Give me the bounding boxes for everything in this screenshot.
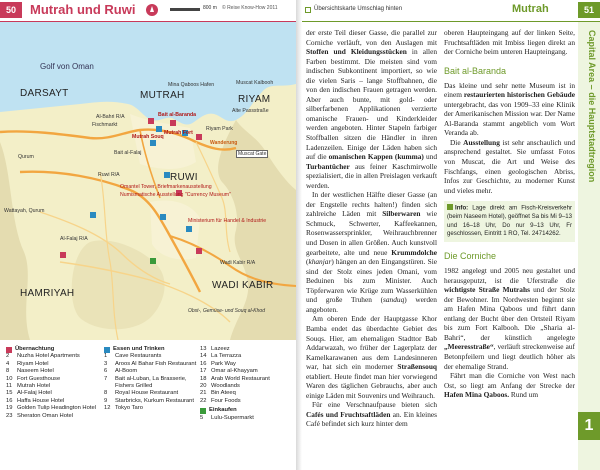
legend-text: Fort Guesthouse [17, 375, 61, 382]
info-box: Info: Lage direkt am Fisch-Kreisverkehr (beim Naseem Hotel), geöffnet Sa bis Mi 9–13 und 16–18 Uhr, Do nur 9–13 Uhr, Fr geschlossen, Eintritt 1 RO, Tel. 24714262. [444, 201, 575, 242]
left-page [0, 0, 296, 470]
legend-item-eat [200, 383, 270, 390]
legend-shop-heading: Einkaufen [209, 407, 237, 414]
stay-color-swatch [6, 347, 12, 353]
label-ruwi: RUWI [170, 172, 198, 183]
hill-area [72, 240, 165, 329]
legend-text: Four Foods [211, 397, 241, 404]
legend-text: La Terrazza [211, 353, 242, 360]
chapter-thumb-text: Capital Area – die Hauptstadtregion [587, 30, 597, 183]
legend-item-eat [104, 353, 196, 360]
paragraph: der erste Teil dieser Gasse, die parallel zur Corniche verläuft, von den Auslagen mit Stoffen und Kleidungsstücken in allen Farben bestimmt. Die meisten sind vom indischen Subkontinent importiert, so wie die vielen Saris – lange Stoffbahnen, die von den indischen Frauen getragen werden. Aber auch bunte, mit gold- oder silberfarbenen Applikationen verzierte omanische Frauen- und Kinderkleider werden angeboten. Hinter Stapeln farbiger Stoffballen sitzen die Händler in ihren Ladenzeilen. Einige der Läden haben sich auf die omanischen Kappen (kumma) und Turbantücher aus feiner Kaschmirwolle spezialisiert, die in allen Preislagen verkauft werden. [306, 28, 437, 190]
legend-number: 22 [200, 397, 207, 404]
legend-item-eat [104, 383, 196, 390]
legend-item-eat [200, 346, 270, 353]
scale-bar [170, 8, 200, 11]
legend-number: 23 [6, 412, 13, 419]
legend-number: 20 [200, 383, 207, 390]
paragraph: Am oberen Ende der Hauptgasse Khor Bamba endet das überdachte Gebiet des Souqs. Hier, am ehemaligen Stadttor Bab Addarwazah, wo früher der Lagerplatz der Kamelkarawanen aus dem Landesinneren war, hat sich ein moderner Straßensouq etabliert. Heute findet man hier vorwiegend Waren des täglichen Gebrauchs, aber auch einige Läden mit Souvenirs und Weihrauch. [306, 314, 437, 400]
legend-number: 4 [6, 360, 10, 367]
legend-item-eat [200, 361, 270, 368]
legend-item-stay [6, 405, 96, 412]
legend-number: 10 [6, 375, 13, 382]
legend-text: Mutrah Hotel [17, 383, 51, 390]
legend-text: Bin Ateeq [211, 390, 236, 397]
map-title: Mutrah und Ruwi [30, 2, 136, 17]
checkbox-icon [305, 7, 311, 13]
legend-number: 7 [104, 375, 108, 382]
label-muscat-kalbooh: Muscat Kalbooh [236, 80, 274, 86]
legend-text: Omar al-Khayyam [211, 368, 258, 375]
section-title: Mutrah [512, 3, 549, 15]
legend-eat [104, 346, 196, 413]
label-numismatic: Numismatische Ausstellung "Currency Museum" [120, 192, 231, 198]
paragraph: Die Ausstellung ist sehr anschaulich und ansprechend gestaltet. Sie umfasst Fotos von Muscat, die Art und Weise des Fischfangs, einen geologischen Abriss, Infos zur Geschichte, zu moderner Kunst und vieles mehr. [444, 137, 575, 195]
label-mina-qaboos: Mina Qaboos Hafen [168, 82, 215, 88]
legend-text: Lulu-Supermarkt [211, 414, 254, 421]
legend-text: Lazeez [211, 346, 230, 352]
label-wadi-kabir: WADI KABIR [212, 280, 274, 291]
legend-item-stay [6, 390, 96, 397]
legend-number: 16 [200, 360, 207, 367]
legend-number: 3 [104, 360, 108, 367]
legend-item-shop [200, 415, 270, 422]
label-mutrah-souq: Mutrah Souq [132, 134, 164, 140]
label-darsayt: DARSAYT [20, 88, 69, 99]
legend-item-eat [104, 361, 196, 368]
label-riyam-park: Riyam Park [206, 126, 233, 132]
legend-number: 8 [6, 368, 10, 375]
legend-text: Aroos Al Bahar Fish Restaurant [115, 360, 197, 367]
legend-number: 13 [200, 346, 207, 352]
label-mutrah-fort: Mutrah Fort [164, 130, 193, 136]
legend-text: Royal House Restaurant [115, 390, 179, 397]
legend-number: 6 [104, 368, 108, 375]
legend-number: 19 [6, 405, 13, 412]
legend-text: Fishers Grilled [115, 383, 153, 390]
paragraph: 1982 angelegt und 2005 neu gestaltet und herausgeputzt, ist die Uferstraße die wichtigste Straße Mutrahs und der Stolz der Bewohner. Im Nordwesten beginnt sie am Hafen Mina Qaboos und führt dann entlang der Bucht über den Ortsteil Riyam bis zum Fort Kalbooh. Die „Sharia al-Bahri“, der künstlich angelegte „Meeresstraße“, verläuft streckenweise auf Betonpfeilern und liegt deutlich höher als der ehemalige Strand. [444, 266, 575, 371]
legend-stay [6, 346, 96, 420]
legend-number: 14 [200, 353, 207, 360]
legend-item-eat [200, 398, 270, 405]
left-page-number: 50 [0, 2, 22, 18]
legend-item-eat [200, 390, 270, 397]
label-hamriyah: HAMRIYAH [20, 288, 75, 299]
legend-text: Naseem Hotel [17, 368, 54, 375]
right-page-header [302, 0, 600, 22]
heading-bait-al-baranda: Bait al-Baranda [444, 65, 507, 76]
map-legend [0, 340, 296, 470]
legend-text: Al-Falaj Hotel [17, 390, 52, 397]
heading-corniche: Die Corniche [444, 251, 497, 262]
legend-text: Nuzha Hotel Apartments [17, 353, 80, 360]
legend-text: Sheraton Oman Hotel [17, 412, 74, 419]
paragraph: Das kleine und sehr nette Museum ist in einem restaurierten historischen Gebäude untergebracht, das von 1909–33 eine Klinik der Amerikanischen Mission war. Der Name Al-Baranda stammt angeblich vom Wort Veranda ab. [444, 80, 576, 138]
legend-item-eat [104, 376, 196, 383]
legend-number: 5 [200, 414, 204, 421]
legend-number: 2 [6, 353, 10, 360]
paragraph: In der westlichen Hälfte dieser Gasse (an der Engstelle rechts halten!) finden sich zahlreiche Läden mit Silberwaren wie Schmuck, Schwerter, Kaffeekannen, Rosenwassersprinkler, Weihrauchbrenner und Dosen in allen Größen. Auch kunstvoll gearbeitete, alte und neue Krummdolche (khanjar) hängen an den Eingangstüren. Sie sind der Stolz eines jeden Omani, vom Beduinen bis zum Minister. Auch Töpferwaren wie Krüge zum Wasserkühlen und große Truhen (sanduq) werden angeboten. [306, 190, 437, 314]
legend-item-eat [104, 398, 196, 405]
label-wadi-kabir-ra: Wadi Kabir R/A [220, 260, 256, 266]
label-ruwi-ra: Ruwi R/A [98, 172, 120, 178]
legend-item-eat [104, 390, 196, 397]
label-fischmarkt: Fischmarkt [92, 122, 118, 128]
label-qurum: Qurum [18, 154, 34, 160]
label-bait-al-baranda: Bait al-Baranda [158, 112, 197, 118]
legend-item-stay [6, 413, 96, 420]
legend-item-stay [6, 368, 96, 375]
label-al-bahri: Al-Bahri R/A [96, 114, 125, 120]
legend-eat-heading: Essen und Trinken [113, 346, 165, 352]
legend-text: Bait al-Luban, La Brasserie, [115, 375, 187, 382]
legend-text: Al-Boom [115, 368, 138, 375]
paragraph: Fährt man die Corniche von West nach Ost, so liegt am Anfang der Strecke der Hafen Mina Qaboos. Rund um [444, 371, 575, 400]
legend-item-stay [6, 398, 96, 405]
label-riyam: RIYAM [238, 94, 271, 105]
label-wattayah: Wattayah, Qurum [4, 208, 45, 214]
ruwi-built-area [150, 201, 200, 260]
paragraph: Für eine Verschnaufpause bieten sich Cafés und Fruchtsaftläden an. Ein kleines Café befindet sich kurz hinter dem [306, 400, 437, 429]
chapter-number: 1 [578, 412, 600, 440]
legend-item-eat [104, 368, 196, 375]
label-gulf: Golf von Oman [40, 62, 94, 71]
legend-item-eat [200, 353, 270, 360]
legend-number: 11 [6, 383, 13, 390]
legend-text: Cave Restaurants [115, 353, 162, 360]
legend-text: Tokyo Taro [115, 405, 143, 412]
legend-text: Park Way [211, 360, 236, 367]
legend-number: 18 [200, 375, 207, 382]
label-ministry: Ministerium für Handel & Industrie [188, 218, 267, 224]
legend-number: 16 [6, 397, 13, 404]
legend-item-eat [200, 376, 270, 383]
label-wandering: Wanderung [210, 140, 238, 146]
north-arrow-icon [146, 4, 158, 16]
label-obst: Obst-, Gemüse- und Souq al-Khod [188, 308, 265, 314]
legend-number: 15 [6, 390, 13, 397]
info-icon [447, 204, 453, 210]
legend-number: 9 [104, 397, 108, 404]
legend-text: Arab World Restaurant [211, 375, 270, 382]
legend-number [104, 383, 115, 390]
legend-item-stay [6, 353, 96, 360]
legend-text: Riyam Hotel [17, 360, 49, 367]
map-copyright: © Reise Know-How 2011 [222, 5, 278, 11]
overview-map-reference: Übersichtskarte Umschlag hinten [314, 6, 403, 12]
legend-item-eat [200, 368, 270, 375]
text-column-1 [306, 28, 437, 429]
label-bait-al-falaj: Bait al-Falaj [114, 150, 142, 156]
legend-text: Starbricks, Kurkum Restaurant [115, 397, 194, 404]
legend-number: 21 [200, 390, 207, 397]
label-mutrah: MUTRAH [140, 90, 185, 101]
city-map [0, 22, 296, 340]
eat-color-swatch [104, 347, 110, 353]
label-alte-passstrasse: Alte Passstraße [232, 108, 269, 114]
legend-item-stay [6, 361, 96, 368]
label-al-falaj-ra: Al-Falaj R/A [60, 236, 88, 242]
label-omantel-tower: Omantel Tower, Briefmarkenausstellung [120, 184, 212, 190]
legend-text: Woodlands [211, 383, 240, 390]
legend-item-stay [6, 376, 96, 383]
right-page [302, 0, 600, 470]
legend-stay-heading: Übernachtung [15, 346, 55, 352]
text-column-2 [444, 28, 575, 400]
legend-text: Golden Tulip Headington Hotel [17, 405, 96, 412]
label-muscat-gate: Muscat Gate [238, 151, 267, 157]
legend-eat-continued [200, 346, 270, 422]
legend-number: 17 [200, 368, 207, 375]
legend-number: 12 [104, 405, 111, 412]
paragraph: oberen Haupteingang auf der linken Seite, Fruchtsaftläden mit Imbiss liegen direkt an der Corniche beim unteren Haupteingang. [444, 28, 575, 57]
scale-label: 800 m [203, 5, 217, 11]
legend-number: 1 [104, 353, 108, 360]
left-page-header [0, 0, 296, 22]
shop-color-swatch [200, 408, 206, 414]
legend-item-stay [6, 383, 96, 390]
legend-number: 8 [104, 390, 108, 397]
legend-item-eat [104, 405, 196, 412]
legend-text: Haffa House Hotel [17, 397, 65, 404]
right-page-number: 51 [578, 2, 600, 18]
